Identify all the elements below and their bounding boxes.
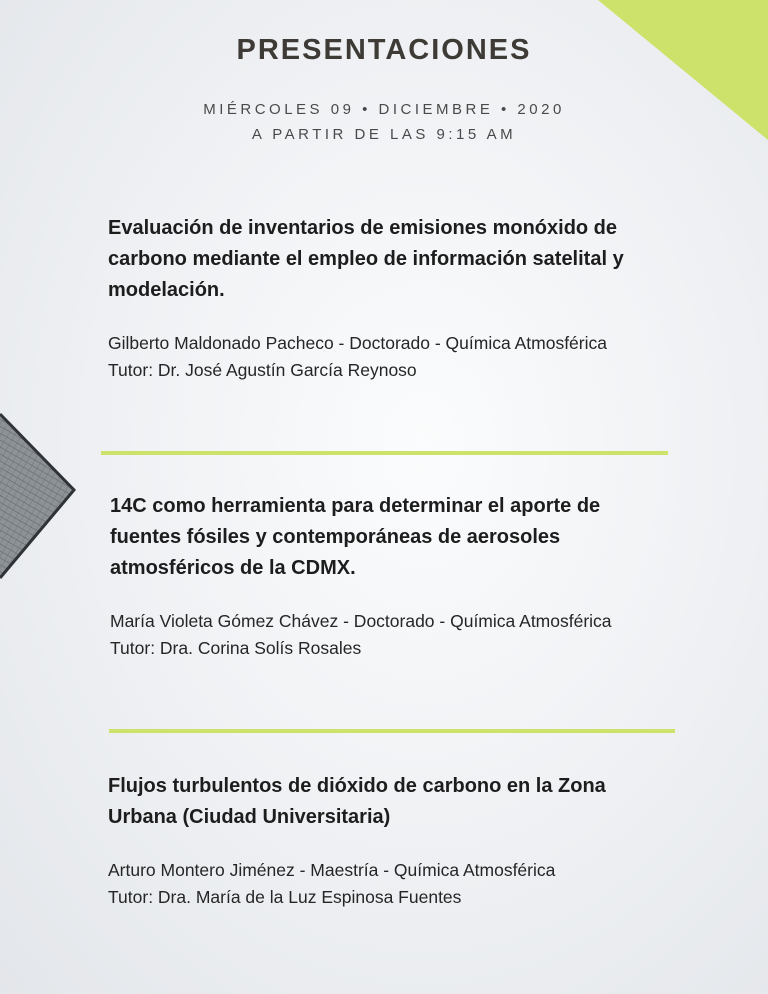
- presentation-item: [108, 771, 648, 911]
- presentation-title: 14C como herramienta para determinar el aporte de fuentes fósiles y contemporáneas de aerosoles atmosféricos de la CDMX.: [110, 495, 601, 579]
- event-date: [0, 97, 768, 147]
- presentation-title: Flujos turbulentos de dióxido de carbono en la Zona Urbana (Ciudad Universitaria): [108, 775, 606, 828]
- section-divider: [101, 451, 668, 455]
- date-line: MIÉRCOLES 09 • DICIEMBRE • 2020: [203, 101, 565, 118]
- presentation-author: Gilberto Maldonado Pacheco - Doctorado - Química Atmosférica: [108, 333, 607, 353]
- presentation-item: [108, 213, 668, 384]
- presentation-tutor: Tutor: Dra. Corina Solís Rosales: [110, 638, 362, 658]
- presentation-author: Arturo Montero Jiménez - Maestría - Química Atmosférica: [108, 860, 556, 880]
- presentation-author: María Violeta Gómez Chávez - Doctorado - Química Atmosférica: [110, 611, 612, 631]
- building-decoration: [0, 412, 80, 580]
- time-line: A PARTIR DE LAS 9:15 AM: [251, 126, 517, 143]
- presentation-tutor: Tutor: Dr. José Agustín García Reynoso: [108, 360, 417, 380]
- page-title: PRESENTACIONES: [236, 34, 532, 66]
- presentation-title: Evaluación de inventarios de emisiones monóxido de carbono mediante el empleo de información satelital y modelación.: [108, 217, 624, 301]
- section-divider: [109, 729, 675, 733]
- presentation-tutor: Tutor: Dra. María de la Luz Espinosa Fuentes: [108, 887, 462, 907]
- presentation-item: [110, 491, 670, 662]
